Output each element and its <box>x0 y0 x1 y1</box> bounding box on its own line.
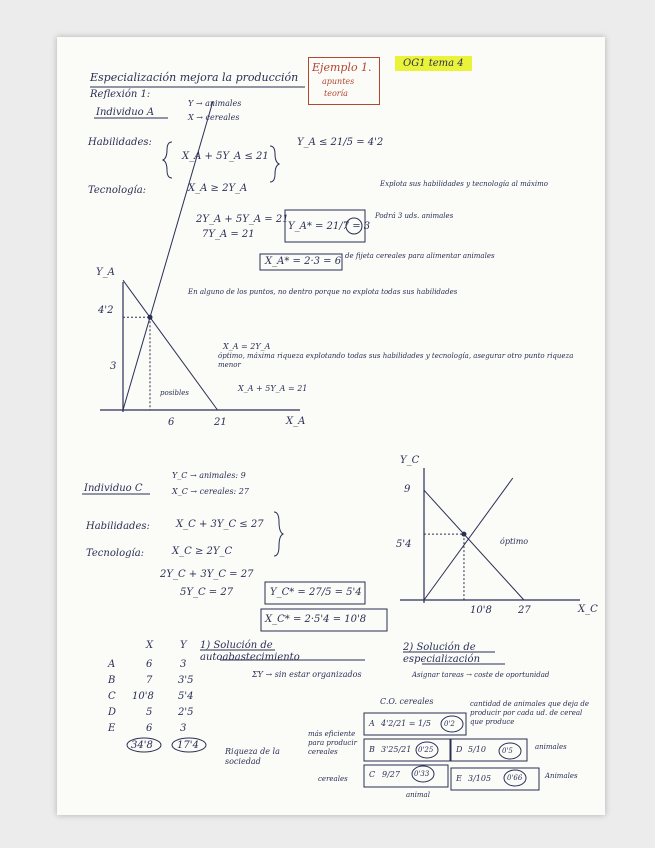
table-total-y: 17'4 <box>177 740 199 751</box>
co-item-d-label: D <box>456 745 463 754</box>
chart-c-ytick-9: 9 <box>404 484 411 495</box>
c-habilidades-label: Habilidades: <box>86 521 150 532</box>
table-row-c-label: C <box>108 691 116 702</box>
chart-c-xtick-108: 10'8 <box>470 605 492 616</box>
co-item-e-expr: 3/105 <box>468 774 492 783</box>
reflexion-label: Reflexión 1: <box>90 89 151 100</box>
chart-c-xtick-27: 27 <box>518 605 531 616</box>
example-sub1: apuntes <box>322 77 355 86</box>
co-item-d-expr: 5/10 <box>468 745 486 754</box>
co-animales-1: animales <box>535 743 567 751</box>
chart-a-xtick-21: 21 <box>214 417 227 428</box>
co-item-e-value: 0'66 <box>507 774 523 782</box>
table-row-d-x: 5 <box>146 707 153 718</box>
co-note-left: más eficiente para producir cereales <box>308 730 357 757</box>
chart-c-optimum-point <box>461 532 466 537</box>
chart-a-region-label: posibles <box>160 389 189 397</box>
chart-c-ylabel: Y_C <box>400 455 420 466</box>
co-animal-label: animal <box>406 791 430 799</box>
chart-c-optimo-label: óptimo <box>500 537 529 546</box>
table-row-a-x: 6 <box>146 659 153 670</box>
chart-a-line2-label: X_A + 5Y_A = 21 <box>238 384 308 393</box>
c-tecnologia-label: Tecnología: <box>86 548 145 559</box>
chart-c-ytick-54: 5'4 <box>396 539 412 550</box>
table-row-e-x: 6 <box>146 723 153 734</box>
co-item-c-expr: 9/27 <box>382 770 400 779</box>
individuo-c-label: Individuo C <box>84 483 143 494</box>
example-label: Ejemplo 1. <box>312 61 372 74</box>
table-col-y: Y <box>180 640 187 651</box>
co-item-c-label: C <box>369 770 376 779</box>
c-habilidades-eq: X_C + 3Y_C ≤ 27 <box>176 519 264 530</box>
yc-star: Y_C* = 27/5 = 5'4 <box>270 587 362 598</box>
table-total-x: 34'8 <box>131 740 153 751</box>
chart-c-axes <box>400 468 580 603</box>
table-row-d-y: 2'5 <box>178 707 194 718</box>
table-row-e-label: E <box>108 723 116 734</box>
a-system-2: 7Y_A = 21 <box>202 229 255 240</box>
example-sub2: teoría <box>324 89 348 98</box>
co-item-a-label: A <box>369 719 375 728</box>
sol1-title: 1) Solución de autoabastecimiento <box>200 640 300 663</box>
a-system-1: 2Y_A + 5Y_A = 21 <box>196 214 289 225</box>
c-y-def: Y_C → animales: 9 <box>172 471 246 480</box>
a-y-def: Y → animales <box>188 99 242 108</box>
co-item-b-expr: 3'25/21 <box>381 745 412 754</box>
table-row-c-y: 5'4 <box>178 691 194 702</box>
table-total-note: Riqueza de la sociedad <box>225 747 280 767</box>
a-tecnologia-eq: X_A ≥ 2Y_A <box>188 183 248 194</box>
c-tecnologia-eq: X_C ≥ 2Y_C <box>172 546 233 557</box>
a-tecnologia-label: Tecnología: <box>88 185 147 196</box>
c-system-1: 2Y_C + 3Y_C = 27 <box>160 569 254 580</box>
c-x-def: X_C → cereales: 27 <box>172 487 249 496</box>
topic-tag: OG1 tema 4 <box>395 56 472 71</box>
table-row-b-x: 7 <box>146 675 153 686</box>
chart-a-line1-label: X_A = 2Y_A <box>223 342 271 351</box>
table-row-e-y: 3 <box>180 723 187 734</box>
note-podra: Podrá 3 uds. animales <box>375 212 454 220</box>
chart-c-xlabel: X_C <box>578 604 598 615</box>
table-col-x: X <box>146 640 154 651</box>
ya-star: Y_A* = 21/7 = 3 <box>288 221 371 232</box>
chart-a-xtick-6: 6 <box>168 417 175 428</box>
table-row-a-label: A <box>108 659 116 670</box>
chart-a-optimum-point <box>148 315 153 320</box>
table-row-b-y: 3'5 <box>178 675 194 686</box>
xc-star: X_C* = 2·5'4 = 10'8 <box>265 614 367 625</box>
co-item-a-expr: 4'2/21 = 1/5 <box>381 719 431 728</box>
table-row-b-label: B <box>108 675 116 686</box>
individuo-a-label: Individuo A <box>96 107 155 118</box>
sol1-text: ΣY → sin estar organizados <box>252 670 362 679</box>
co-item-b-label: B <box>369 745 375 754</box>
chart-a-ytick-3: 3 <box>110 361 117 372</box>
table-row-c-x: 10'8 <box>132 691 154 702</box>
sol2-title: 2) Solución de especialización <box>403 642 481 665</box>
a-habilidades-label: Habilidades: <box>88 137 152 148</box>
c-system-2: 5Y_C = 27 <box>180 587 234 598</box>
co-item-d-value: 0'5 <box>502 747 513 755</box>
chart-a-ylabel: Y_A <box>96 267 115 278</box>
co-item-a-value: 0'2 <box>444 720 455 728</box>
co-animales-2: Animales <box>545 772 578 780</box>
note-alguno: En alguno de los puntos, no dentro porque no explota todas sus habilidades <box>188 288 458 296</box>
co-item-b-value: 0'25 <box>418 746 434 754</box>
chart-a-xlabel: X_A <box>286 416 306 427</box>
note-optimo-a: óptimo, máxima riqueza explotando todas sus habilidades y tecnología, asegurar otro punto riqueza menor <box>218 352 574 370</box>
xa-star: X_A* = 2·3 = 6 <box>265 256 342 267</box>
table-row-d-label: D <box>108 707 117 718</box>
a-habilidades-eq: X_A + 5Y_A ≤ 21 <box>182 151 269 162</box>
sol2-text: Asignar tareas → coste de oportunidad <box>412 671 550 679</box>
note-explota: Explota sus habilidades y tecnología al máximo <box>380 180 548 188</box>
co-item-e-label: E <box>456 774 462 783</box>
co-title: C.O. cereales <box>380 697 434 706</box>
co-cereales-label: cereales <box>318 775 348 783</box>
page-title: Especialización mejora la producción <box>90 71 299 84</box>
table-row-a-y: 3 <box>180 659 187 670</box>
co-note-right: cantidad de animales que deja de producir por cada ud. de cereal que produce <box>470 700 589 727</box>
co-item-c-value: 0'33 <box>414 770 430 778</box>
ya-bound: Y_A ≤ 21/5 = 4'2 <box>297 137 384 148</box>
note-fijeta: de fijeta cereales para alimentar animales <box>345 252 495 260</box>
chart-a-ytick-42: 4'2 <box>98 305 114 316</box>
a-x-def: X → cereales <box>188 113 240 122</box>
